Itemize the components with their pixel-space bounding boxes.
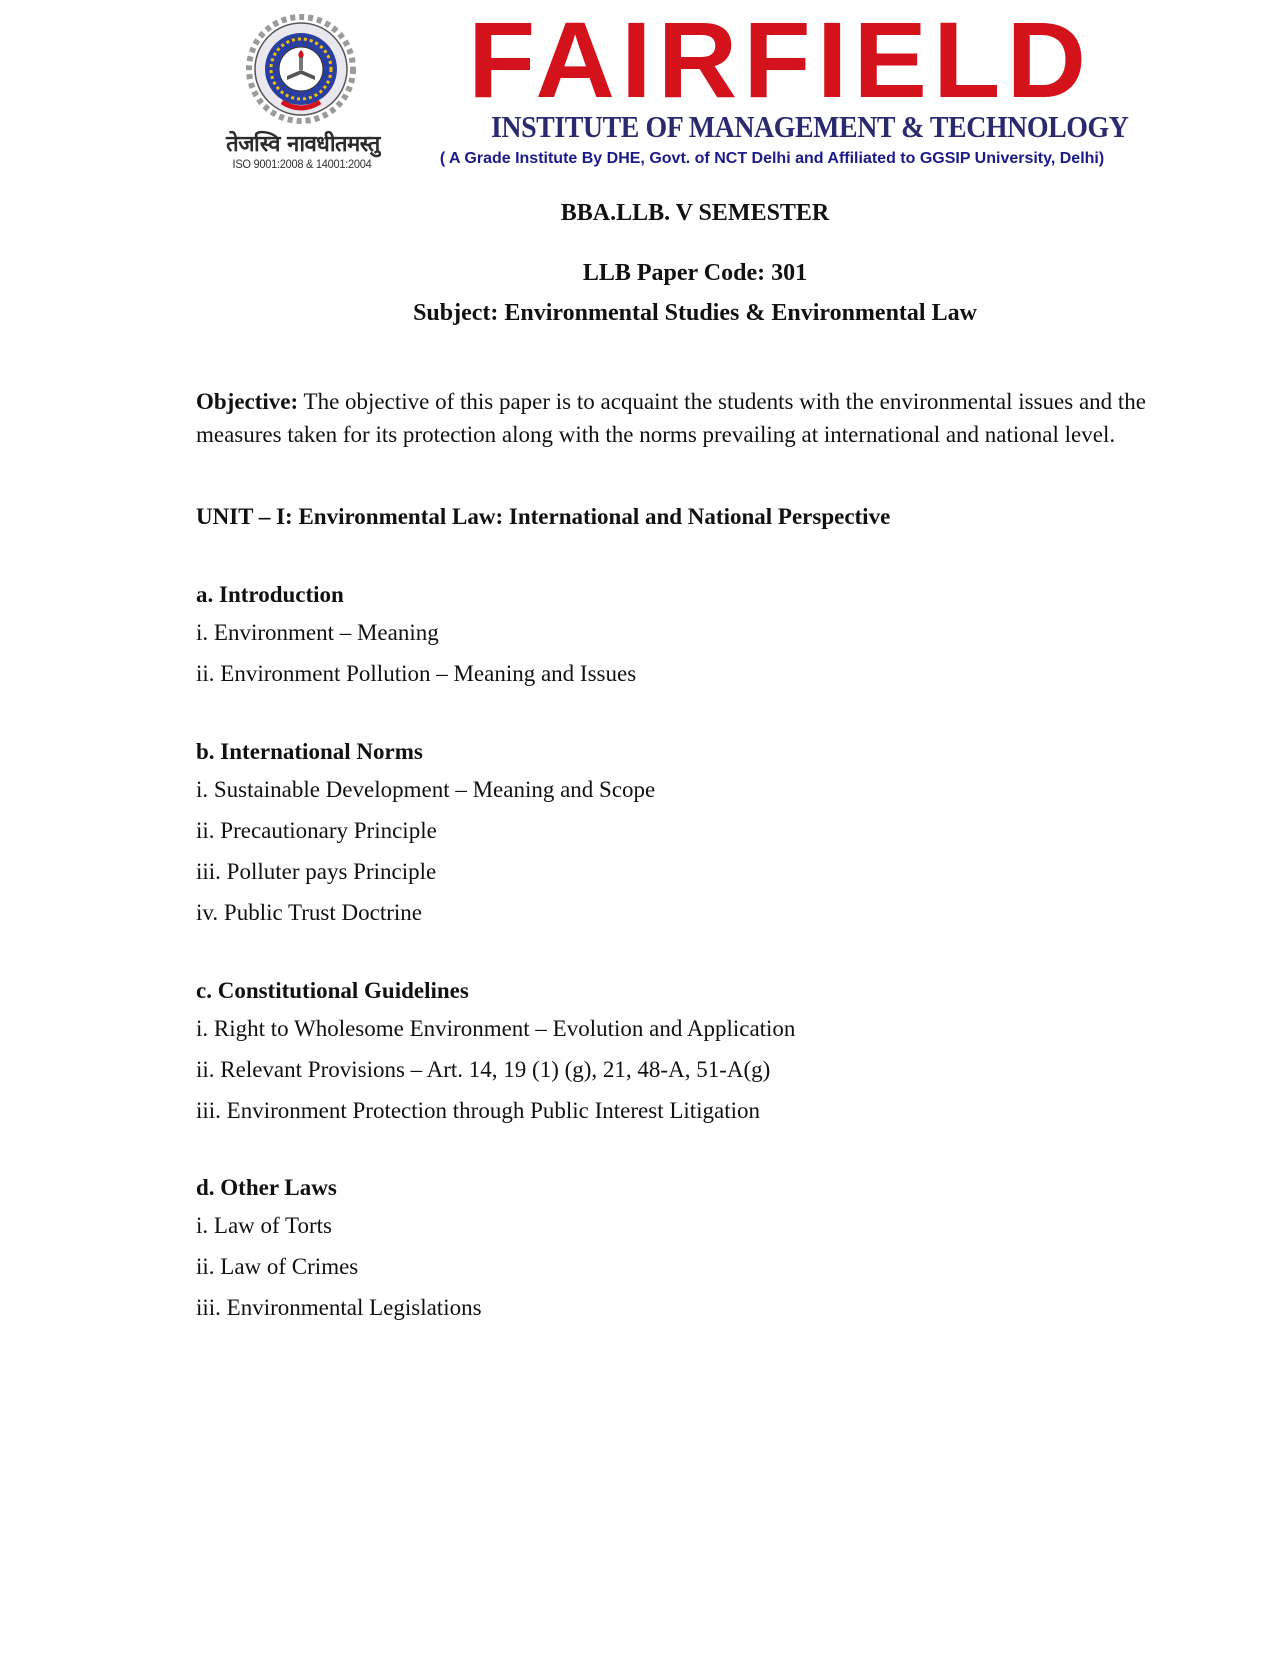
section-heading-introduction: a. Introduction (196, 582, 344, 607)
list-item: i. Right to Wholesome Environment – Evolution and Application (196, 1016, 796, 1041)
semester-title: BBA.LLB. V SEMESTER (560, 200, 830, 226)
list-item: iii. Polluter pays Principle (196, 859, 437, 884)
unit-heading: UNIT – I: Environmental Law: International and National Perspective (196, 504, 891, 529)
section-heading-constitutional-guidelines: c. Constitutional Guidelines (196, 978, 469, 1003)
iso-certification: ISO 9001:2008 & 14001:2004 (232, 157, 372, 171)
list-item: ii. Law of Crimes (196, 1254, 359, 1279)
list-item: iii. Environment Protection through Public Interest Litigation (196, 1098, 761, 1123)
paper-code-title: LLB Paper Code: 301 (582, 260, 808, 286)
letterhead (0, 0, 1280, 190)
objective-paragraph (196, 385, 1196, 451)
institute-brand-name: FAIRFIELD (468, 0, 1093, 120)
institute-full-name: INSTITUTE OF MANAGEMENT & TECHNOLOGY (491, 109, 1129, 144)
list-item: ii. Environment Pollution – Meaning and Issues (196, 661, 637, 686)
subject-title: Subject: Environmental Studies & Environmental Law (413, 300, 977, 326)
institute-affiliation-line: ( A Grade Institute By DHE, Govt. of NCT Delhi and Affiliated to GGSIP University, Delhi) (439, 150, 1105, 167)
list-item: iii. Environmental Legislations (196, 1295, 482, 1320)
list-item: iv. Public Trust Doctrine (196, 900, 422, 925)
objective-text: The objective of this paper is to acquaint the students with the environmental issues and the measures taken for its protection along with the norms prevailing at international and national level. (196, 389, 1147, 447)
list-item: i. Law of Torts (196, 1213, 332, 1238)
section-heading-international-norms: b. International Norms (196, 739, 423, 764)
section-heading-other-laws: d. Other Laws (196, 1175, 337, 1200)
objective-label: Objective: (196, 389, 299, 414)
list-item: i. Sustainable Development – Meaning and Scope (196, 777, 656, 802)
list-item: i. Environment – Meaning (196, 620, 439, 645)
institute-seal-logo (246, 14, 356, 124)
list-item: ii. Relevant Provisions – Art. 14, 19 (1) (g), 21, 48-A, 51-A(g) (196, 1057, 771, 1082)
list-item: ii. Precautionary Principle (196, 818, 437, 843)
institute-motto: तेजस्वि नावधीतमस्तु (226, 132, 380, 157)
